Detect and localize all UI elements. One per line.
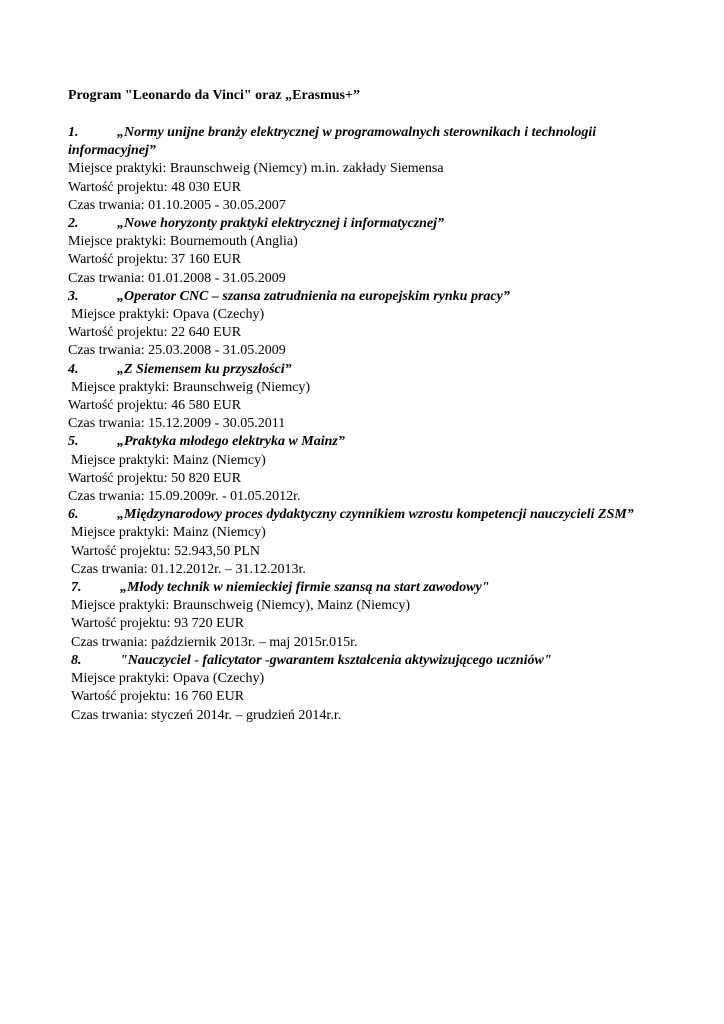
document-title: Program "Leonardo da Vinci" oraz „Erasmus+” [68,88,360,103]
project-place: Miejsce praktyki: Braunschweig (Niemcy) [71,379,311,395]
project-value: Wartość projektu: 46 580 EUR [68,398,242,414]
project-name: „Z Siemensem ku przyszłości” [117,361,292,377]
project-entry-6 [68,506,668,579]
project-number: 7. [71,580,82,596]
project-entry-3 [68,288,668,361]
project-value: Wartość projektu: 22 640 EUR [68,325,242,341]
project-name: „Międzynarodowy proces dydaktyczny czynnikiem wzrostu kompetencji nauczycieli ZSM” [117,507,634,523]
project-entry-2 [68,215,668,288]
project-title [68,361,668,379]
project-place: Miejsce praktyki: Braunschweig (Niemcy) m.in. zakłady Siemensa [68,161,444,177]
project-entry-5 [68,433,668,506]
project-entry-1 [68,124,668,215]
project-duration: Czas trwania: 01.10.2005 - 30.05.2007 [68,197,286,213]
project-value: Wartość projektu: 93 720 EUR [71,616,245,632]
project-title [68,124,668,160]
project-value: Wartość projektu: 37 160 EUR [68,252,242,268]
project-title [68,579,668,597]
project-name: „Młody technik w niemieckiej firmie szansą na start zawodowy" [120,580,490,596]
project-duration: Czas trwania: 15.12.2009 - 30.05.2011 [68,416,286,432]
project-entry-4 [68,361,668,434]
project-place: Miejsce praktyki: Braunschweig (Niemcy), Mainz (Niemcy) [71,598,411,614]
project-name: „Operator CNC – szansa zatrudnienia na europejskim rynku pracy” [117,288,510,304]
project-entry-8 [68,652,668,725]
project-number: 8. [71,652,82,668]
project-value: Wartość projektu: 48 030 EUR [68,179,242,195]
project-list [68,124,668,725]
project-number: 3. [68,288,79,304]
project-place: Miejsce praktyki: Mainz (Niemcy) [71,525,266,541]
project-duration: Czas trwania: 15.09.2009r. - 01.05.2012r. [68,489,301,505]
project-place: Miejsce praktyki: Bournemouth (Anglia) [68,234,298,250]
project-number: 6. [68,507,79,523]
project-number: 2. [68,216,79,232]
project-title [68,433,668,451]
project-duration: Czas trwania: 01.12.2012r. – 31.12.2013r. [71,561,306,577]
project-title [68,652,668,670]
project-number: 1. [68,125,79,140]
project-name: „Normy unijne branży elektrycznej w programowalnych sterownikach i technologii informacyjnej” [68,125,597,159]
project-entry-7 [68,579,668,652]
project-duration: Czas trwania: 01.01.2008 - 31.05.2009 [68,270,286,286]
project-duration: Czas trwania: styczeń 2014r. – grudzień 2014r.r. [71,707,342,723]
project-name: „Praktyka młodego elektryka w Mainz” [117,434,345,450]
project-place: Miejsce praktyki: Mainz (Niemcy) [71,452,266,468]
project-duration: Czas trwania: październik 2013r. – maj 2015r.015r. [71,634,358,650]
project-title [68,215,668,233]
project-duration: Czas trwania: 25.03.2008 - 31.05.2009 [68,343,286,359]
project-place: Miejsce praktyki: Opava (Czechy) [71,671,265,687]
project-title [68,288,668,306]
project-number: 5. [68,434,79,450]
project-value: Wartość projektu: 16 760 EUR [71,689,245,705]
project-value: Wartość projektu: 50 820 EUR [68,470,242,486]
project-title [68,506,668,524]
project-place: Miejsce praktyki: Opava (Czechy) [71,307,265,323]
project-name: „Nowe horyzonty praktyki elektrycznej i informatycznej” [117,216,445,232]
project-number: 4. [68,361,79,377]
project-name: "Nauczyciel - falicytator -gwarantem kształcenia aktywizującego uczniów" [120,652,552,668]
project-value: Wartość projektu: 52.943,50 PLN [71,543,261,559]
